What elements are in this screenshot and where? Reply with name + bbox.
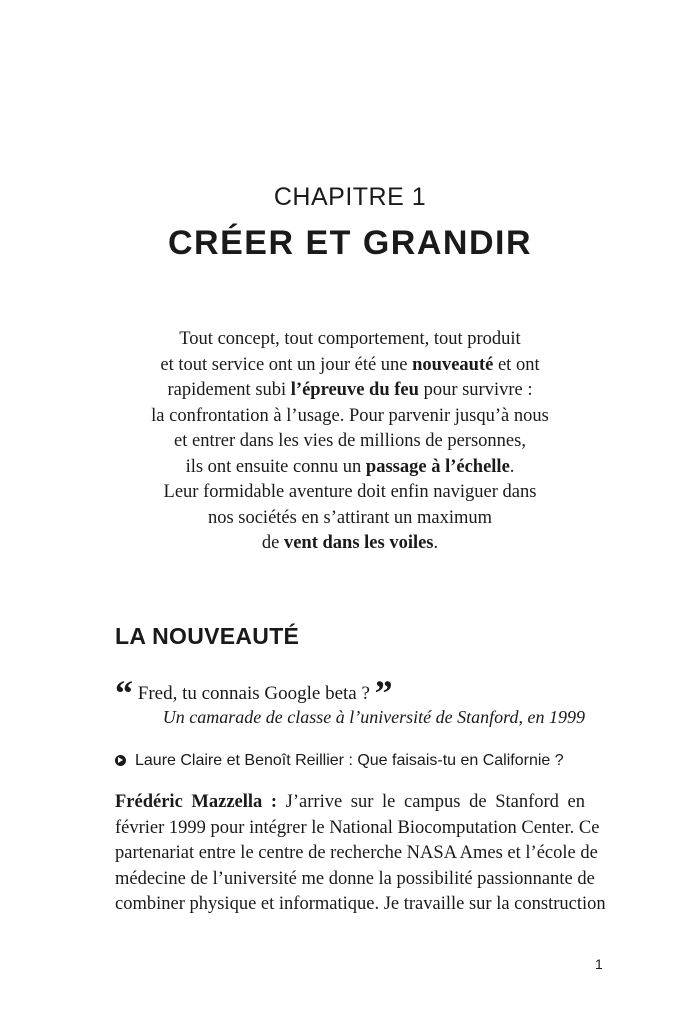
chapter-title: CRÉER ET GRANDIR (167, 224, 533, 262)
intro-emphasis: l’épreuve du feu (290, 380, 419, 400)
page-number: 1 (595, 956, 603, 972)
intro-text: la confrontation à l’usage. Pour parvenir jusqu’à nous (151, 405, 549, 426)
epigraph-source: Un camarade de classe à l’université de Stanford, en 1999 (162, 707, 585, 727)
close-quote-icon: ” (374, 673, 393, 713)
question-text: Laure Claire et Benoît Reillier : Que faisais-tu en Californie ? (135, 752, 564, 769)
intro-text: . (433, 533, 439, 553)
intro-text: nos sociétés en s’attirant un maximum (207, 507, 493, 528)
answer-line: partenariat entre le centre de recherche NASA Ames et l’école de (115, 843, 598, 863)
intro-line (90, 404, 610, 430)
intro-text: Tout concept, tout comportement, tout produit (179, 329, 521, 349)
intro-line (90, 327, 610, 353)
intro-text: et ont (493, 354, 540, 375)
intro-line (90, 378, 610, 404)
intro-line (90, 480, 610, 506)
intro-text: ils ont ensuite connu un (185, 456, 366, 477)
intro-text: de (261, 533, 284, 553)
section-heading: LA NOUVEAUTÉ (115, 623, 300, 649)
intro-emphasis: passage à l’échelle (365, 456, 510, 477)
intro-text: rapidement subi (167, 380, 291, 400)
epigraph-quote-text: Fred, tu connais Google beta ? (137, 683, 370, 704)
intro-text: et tout service ont un jour été une (160, 354, 413, 375)
answer-line (115, 790, 585, 816)
answer-speaker: Frédéric Mazzella : (115, 792, 278, 812)
intro-emphasis: vent dans les voiles (283, 533, 434, 553)
answer-first-line-text: J’arrive sur le campus de Stanford en (277, 792, 585, 812)
intro-emphasis: nouveauté (412, 354, 494, 375)
intro-line (90, 429, 610, 455)
chapter-label: CHAPITRE 1 (273, 183, 427, 211)
answer-line: combiner physique et informatique. Je travaille sur la construction (115, 894, 606, 914)
interview-question (115, 752, 564, 770)
intro-text: pour survivre : (418, 380, 533, 400)
intro-paragraph (90, 327, 610, 557)
intro-text: et entrer dans les vies de millions de personnes, (174, 431, 526, 451)
answer-line: médecine de l’université me donne la possibilité passionnante de (115, 868, 595, 889)
intro-line (90, 353, 610, 379)
intro-text: . (509, 456, 515, 477)
answer-line: février 1999 pour intégrer le National Biocomputation Center. Ce (115, 817, 600, 838)
arrow-bullet-icon (115, 755, 126, 766)
interview-answer (115, 790, 606, 918)
intro-text: Leur formidable aventure doit enfin naviguer dans (163, 482, 537, 502)
intro-line (90, 531, 610, 557)
intro-line (90, 506, 610, 532)
intro-line (90, 455, 610, 481)
open-quote-icon: “ (115, 673, 133, 713)
